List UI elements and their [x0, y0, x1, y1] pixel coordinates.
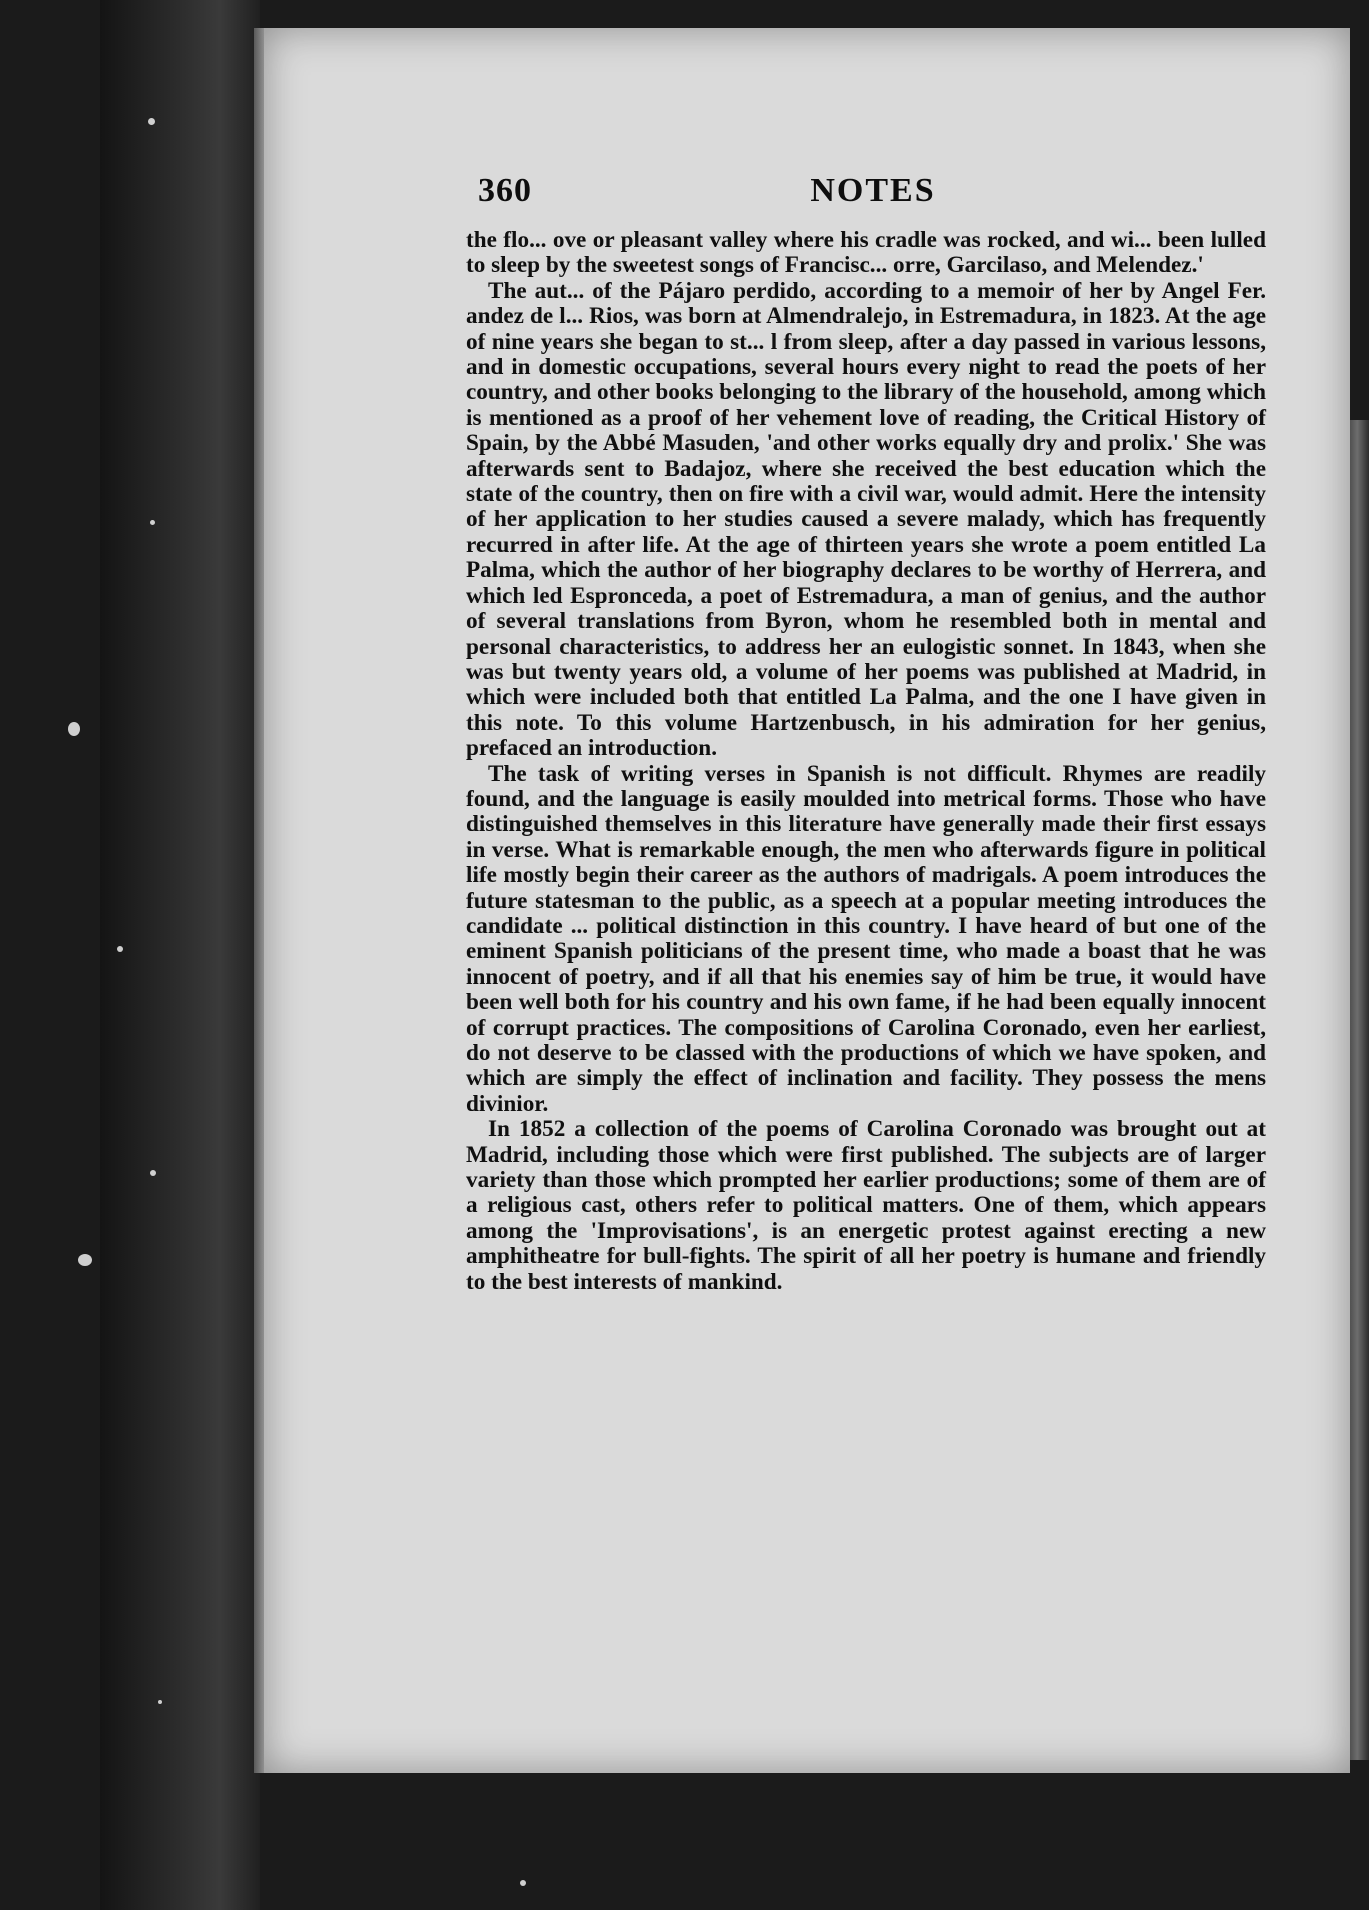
dust-speck [148, 118, 155, 125]
running-head: NOTES [810, 172, 936, 209]
dust-speck [150, 1170, 156, 1176]
dust-speck [117, 946, 123, 952]
paragraph: The task of writing verses in Spanish is not difficult. Rhymes are readily found, and the language is easily moulded into metrical forms. Those who have distinguished themselves in this literature have generally made their first essays in verse. What is remarkable enough, the men who afterwards figure in political life mostly begin their career as the authors of madrigals. A poem introduces the future statesman to the public, as a speech at a popular meeting introduces the candidate ... political distinction in this country. I have heard of but one of the eminent Spanish politicians of the present time, who made a boast that he was innocent of poetry, and if all that his enemies say of him be true, it would have been well both for his country and his own fame, if he had been equally innocent of corrupt practices. The compositions of Carolina Coronado, even her earliest, do not deserve to be classed with the productions of which we have spoken, and which are simply the effect of inclination and facility. They possess the mens divinior. [466, 760, 1266, 1117]
page-header [478, 172, 1268, 222]
dust-speck [158, 1700, 162, 1704]
book-spine [100, 0, 260, 1910]
body-text [466, 228, 1266, 1295]
dust-speck [150, 520, 155, 525]
dust-speck [78, 1254, 92, 1266]
paragraph: The aut... of the Pájaro perdido, according to a memoir of her by Angel Fer. andez de l... Rios, was born at Almendralejo, in Estremadura, in 1823. At the age of nine years she began to st... l from sleep, after a day passed in various lessons, and in domestic occupations, several hours every night to read the poets of her country, and other books belonging to the library of the household, among which is mentioned as a proof of her vehement love of reading, the Critical History of Spain, by the Abbé Masuden, 'and other works equally dry and prolix.' She was afterwards sent to Badajoz, where she received the best education which the state of the country, then on fire with a civil war, would admit. Here the intensity of her application to her studies caused a severe malady, which has frequently recurred in after life. At the age of thirteen years she wrote a poem entitled La Palma, which the author of her biography declares to be worthy of Herrera, and which led Espronceda, a poet of Estremadura, a man of genius, and the author of several translations from Byron, whom he resembled both in mental and personal characteristics, to address her an eulogistic sonnet. In 1843, when she was but twenty years old, a volume of her poems was published at Madrid, in which were included both that entitled La Palma, and the one I have given in this note. To this volume Hartzenbusch, in his admiration for her genius, prefaced an introduction. [466, 277, 1266, 762]
paragraph: In 1852 a collection of the poems of Carolina Coronado was brought out at Madrid, including those which were first published. The subjects are of larger variety than those which prompted her earlier productions; some of them are of a religious cast, others refer to political matters. One of them, which appears among the 'Improvisations', is an energetic protest against erecting a new amphitheatre for bull-fights. The spirit of all her poetry is humane and friendly to the best interests of mankind. [466, 1116, 1266, 1295]
paragraph: the flo... ove or pleasant valley where his cradle was rocked, and wi... been lulled to sleep by the sweetest songs of Francisc... orre, Garcilaso, and Melendez.' [466, 227, 1266, 279]
dust-speck [68, 722, 80, 736]
dust-speck [520, 1880, 526, 1886]
page-number: 360 [478, 172, 532, 209]
